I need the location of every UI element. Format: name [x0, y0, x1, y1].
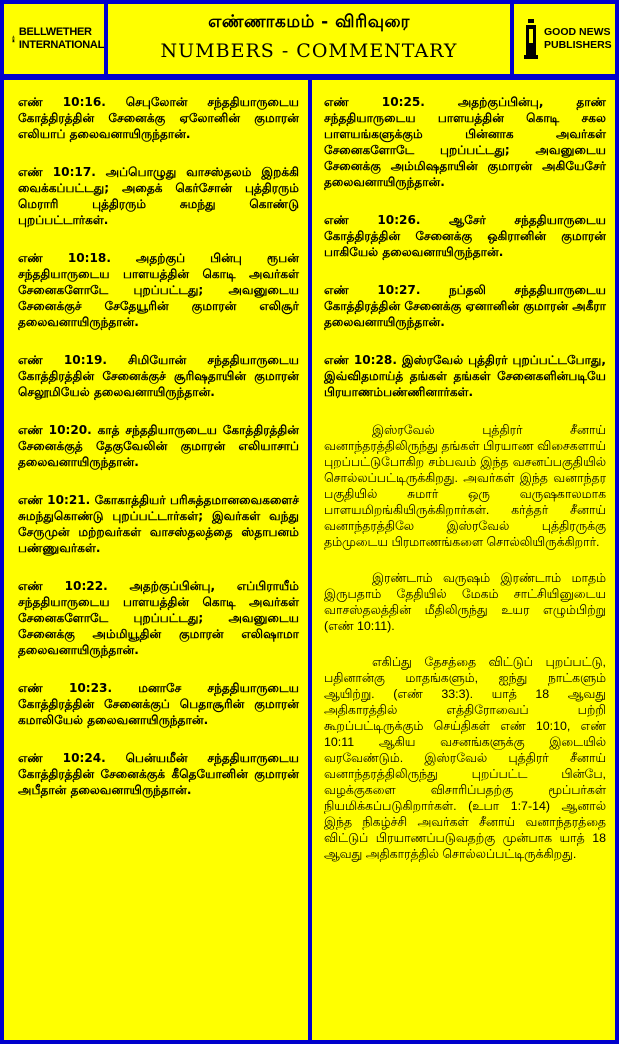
verse-10-26: எண் 10:26. ஆசேர் சந்ததியாருடைய கோத்திரத்தின் சேனைக்கு ஒகிரானின் குமாரன் பாகியேல் தலைவனாயிருந்தான்.	[324, 213, 606, 259]
commentary-paragraph: இஸ்ரவேல் புத்திரர் சீனாய் வனாந்தரத்திலிருந்து தங்கள் பிரயாண விசைகளாய் புறப்பட்டுபோகிற சம்பவம் இந்த வசனப்பகுதியில் சொல்லப்பட்டிருக்கிறது. அவர்கள் இந்த வனாந்தர பகுதியில் சுமார் ஒரு வருஷகாலமாக பாளயமிறங்கியிருக்கிறார்கள். கர்த்தர் சீனாய் வனாந்தரத்திலே இஸ்ரவேல் புத்திரருக்கு தம்முடைய பிரமாணங்களை சொல்லியிருக்கிறார்.	[324, 423, 606, 549]
verse-10-23: எண் 10:23. மனாசே சந்ததியாருடைய கோத்திரத்தின் சேனைக்குப் பெதாசூரின் குமாரன் கமாலியேல் தலைவனாயிருந்தான்.	[18, 681, 299, 727]
verse-10-22: எண் 10:22. அதற்குப்பின்பு, எப்பிராயீம் சந்ததியாருடைய பாளயத்தின் கொடி அவர்கள் சேனைகளோடே புறப்பட்டது; அவனுடைய சேனைக்கு அம்மியூதின் குமாரன் எலிஷாமா தலைவனாயிருந்தான்.	[18, 579, 299, 657]
verse-10-16: எண் 10:16. செபுலோன் சந்ததியாருடைய கோத்திரத்தின் சேனைக்கு ஏலோனின் குமாரன் எலியாப் தலைவனாயிருந்தான்.	[18, 95, 299, 141]
logo-right-line2: PUBLISHERS	[544, 39, 612, 51]
bible-book-icon	[12, 17, 15, 61]
good-news-logo	[514, 4, 615, 74]
bellwether-logo	[4, 4, 104, 74]
right-column	[312, 80, 615, 1040]
verse-10-17: எண் 10:17. அப்பொழுது வாசஸ்தலம் இறக்கி வைக்கப்பட்டது; அதைக் கெர்சோன் புத்திரரும் மெராரி புத்திரரும் சுமந்து கொண்டு புறப்பட்டார்கள்.	[18, 165, 299, 227]
verse-10-28: எண் 10:28. இஸ்ரவேல் புத்திரர் புறப்பட்டபோது, இவ்விதமாய்த் தங்கள் தங்கள் சேனைகளின்படியே பிரயாணம்பண்ணினார்கள்.	[324, 353, 606, 399]
verse-10-24: எண் 10:24. பென்யமீன் சந்ததியாருடைய கோத்திரத்தின் சேனைக்குக் கீதெயோனின் குமாரன் அபீதான் தலைவனாயிருந்தான்.	[18, 751, 299, 797]
commentary-paragraph: இரண்டாம் வருஷம் இரண்டாம் மாதம் இருபதாம் தேதியில் மேகம் சாட்சியினுடைய வாசஸ்தலத்தின் மீதிலிருந்து உயர எழும்பிற்று (எண் 10:11).	[324, 571, 606, 633]
verse-10-25: எண் 10:25. அதற்குப்பின்பு, தாண் சந்ததியாருடைய பாளயத்தின் கொடி சகல பாளயங்களுக்கும் பின்னாக அவர்கள் சேனைகளோடே புறப்பட்டது; அவனுடைய சேனைக்கு அம்மிஷதாயின் குமாரன் அகியேசேர் தலைவனாயிருந்தான்.	[324, 95, 606, 189]
verse-10-27: எண் 10:27. நப்தலி சந்ததியாருடைய கோத்திரத்தின் சேனைக்கு ஏனானின் குமாரன் அகீரா தலைவனாயிருந்தான்.	[324, 283, 606, 329]
logo-left-line2: INTERNATIONAL	[18, 39, 104, 51]
logo-right-line1: GOOD NEWS	[544, 26, 611, 38]
commentary-paragraph: எகிப்து தேசத்தை விட்டுப் புறப்பட்டு, பதினான்கு மாதங்களும், ஐந்து நாட்களும் ஆயிற்று. (எண் 33:3). யாத் 18 ஆவது அதிகாரத்தில் எத்திரோவைப் பற்றி கூறப்பட்டிருக்கும் செய்திகள் எண் 10:10, எண் 10:11 ஆகிய வசனங்களுக்கு இடையில் வரவேண்டும். இஸ்ரவேல் புத்திரர் சீனாய் வனாந்தரத்திலிருந்து புறப்பட்ட பின்பே, வழக்குகளை விசாரிப்பதற்கு மூப்பர்கள் நியமிக்கப்படுகிறார்கள். (உபா 1:7-14) ஆனால் இந்த நிகழ்ச்சி அவர்கள் சீனாய் வனாந்தரத்தை விட்டுப் பிரயாணப்படுவதற்கு முன்பாக யாத் 18 ஆவது அதிகாரத்தில் சொல்லப்பட்டிருக்கிறது.	[324, 655, 606, 861]
verse-10-18: எண் 10:18. அதற்குப் பின்பு ரூபன் சந்ததியாருடைய பாளயத்தின் கொடி அவர்கள் சேனைகளோடே புறப்பட்டது; அவனுடைய சேனைக்குச் சேதேயூரின் குமாரன் எலிசூர் தலைவனாயிருந்தான்.	[18, 251, 299, 329]
bible-book-icon	[522, 17, 540, 61]
logo-left-line1: BELLWETHER	[18, 26, 92, 38]
title-english: NUMBERS - COMMENTARY	[160, 40, 458, 62]
title-tamil: எண்ணாகமம் - விரிவுரை	[208, 12, 410, 32]
page-header	[108, 4, 510, 74]
verse-10-19: எண் 10:19. சிமியோன் சந்ததியாருடைய கோத்திரத்தின் சேனைக்குச் சூரிஷதாயின் குமாரன் செலூமியேல் தலைவனாயிருந்தான்.	[18, 353, 299, 399]
verse-10-21: எண் 10:21. கோகாத்தியர் பரிசுத்தமானவைகளைச் சுமந்துகொண்டு புறப்பட்டார்கள்; இவர்கள் வந்து சேருமுன் மற்றவர்கள் வாசஸ்தலத்தை ஸ்தாபனம் பண்ணுவர்கள்.	[18, 493, 299, 555]
verse-10-20: எண் 10:20. காத் சந்ததியாருடைய கோத்திரத்தின் சேனைக்குத் தேகுவேலின் குமாரன் எலியாசாப் தலைவனாயிருந்தான்.	[18, 423, 299, 469]
left-column	[4, 80, 308, 1040]
